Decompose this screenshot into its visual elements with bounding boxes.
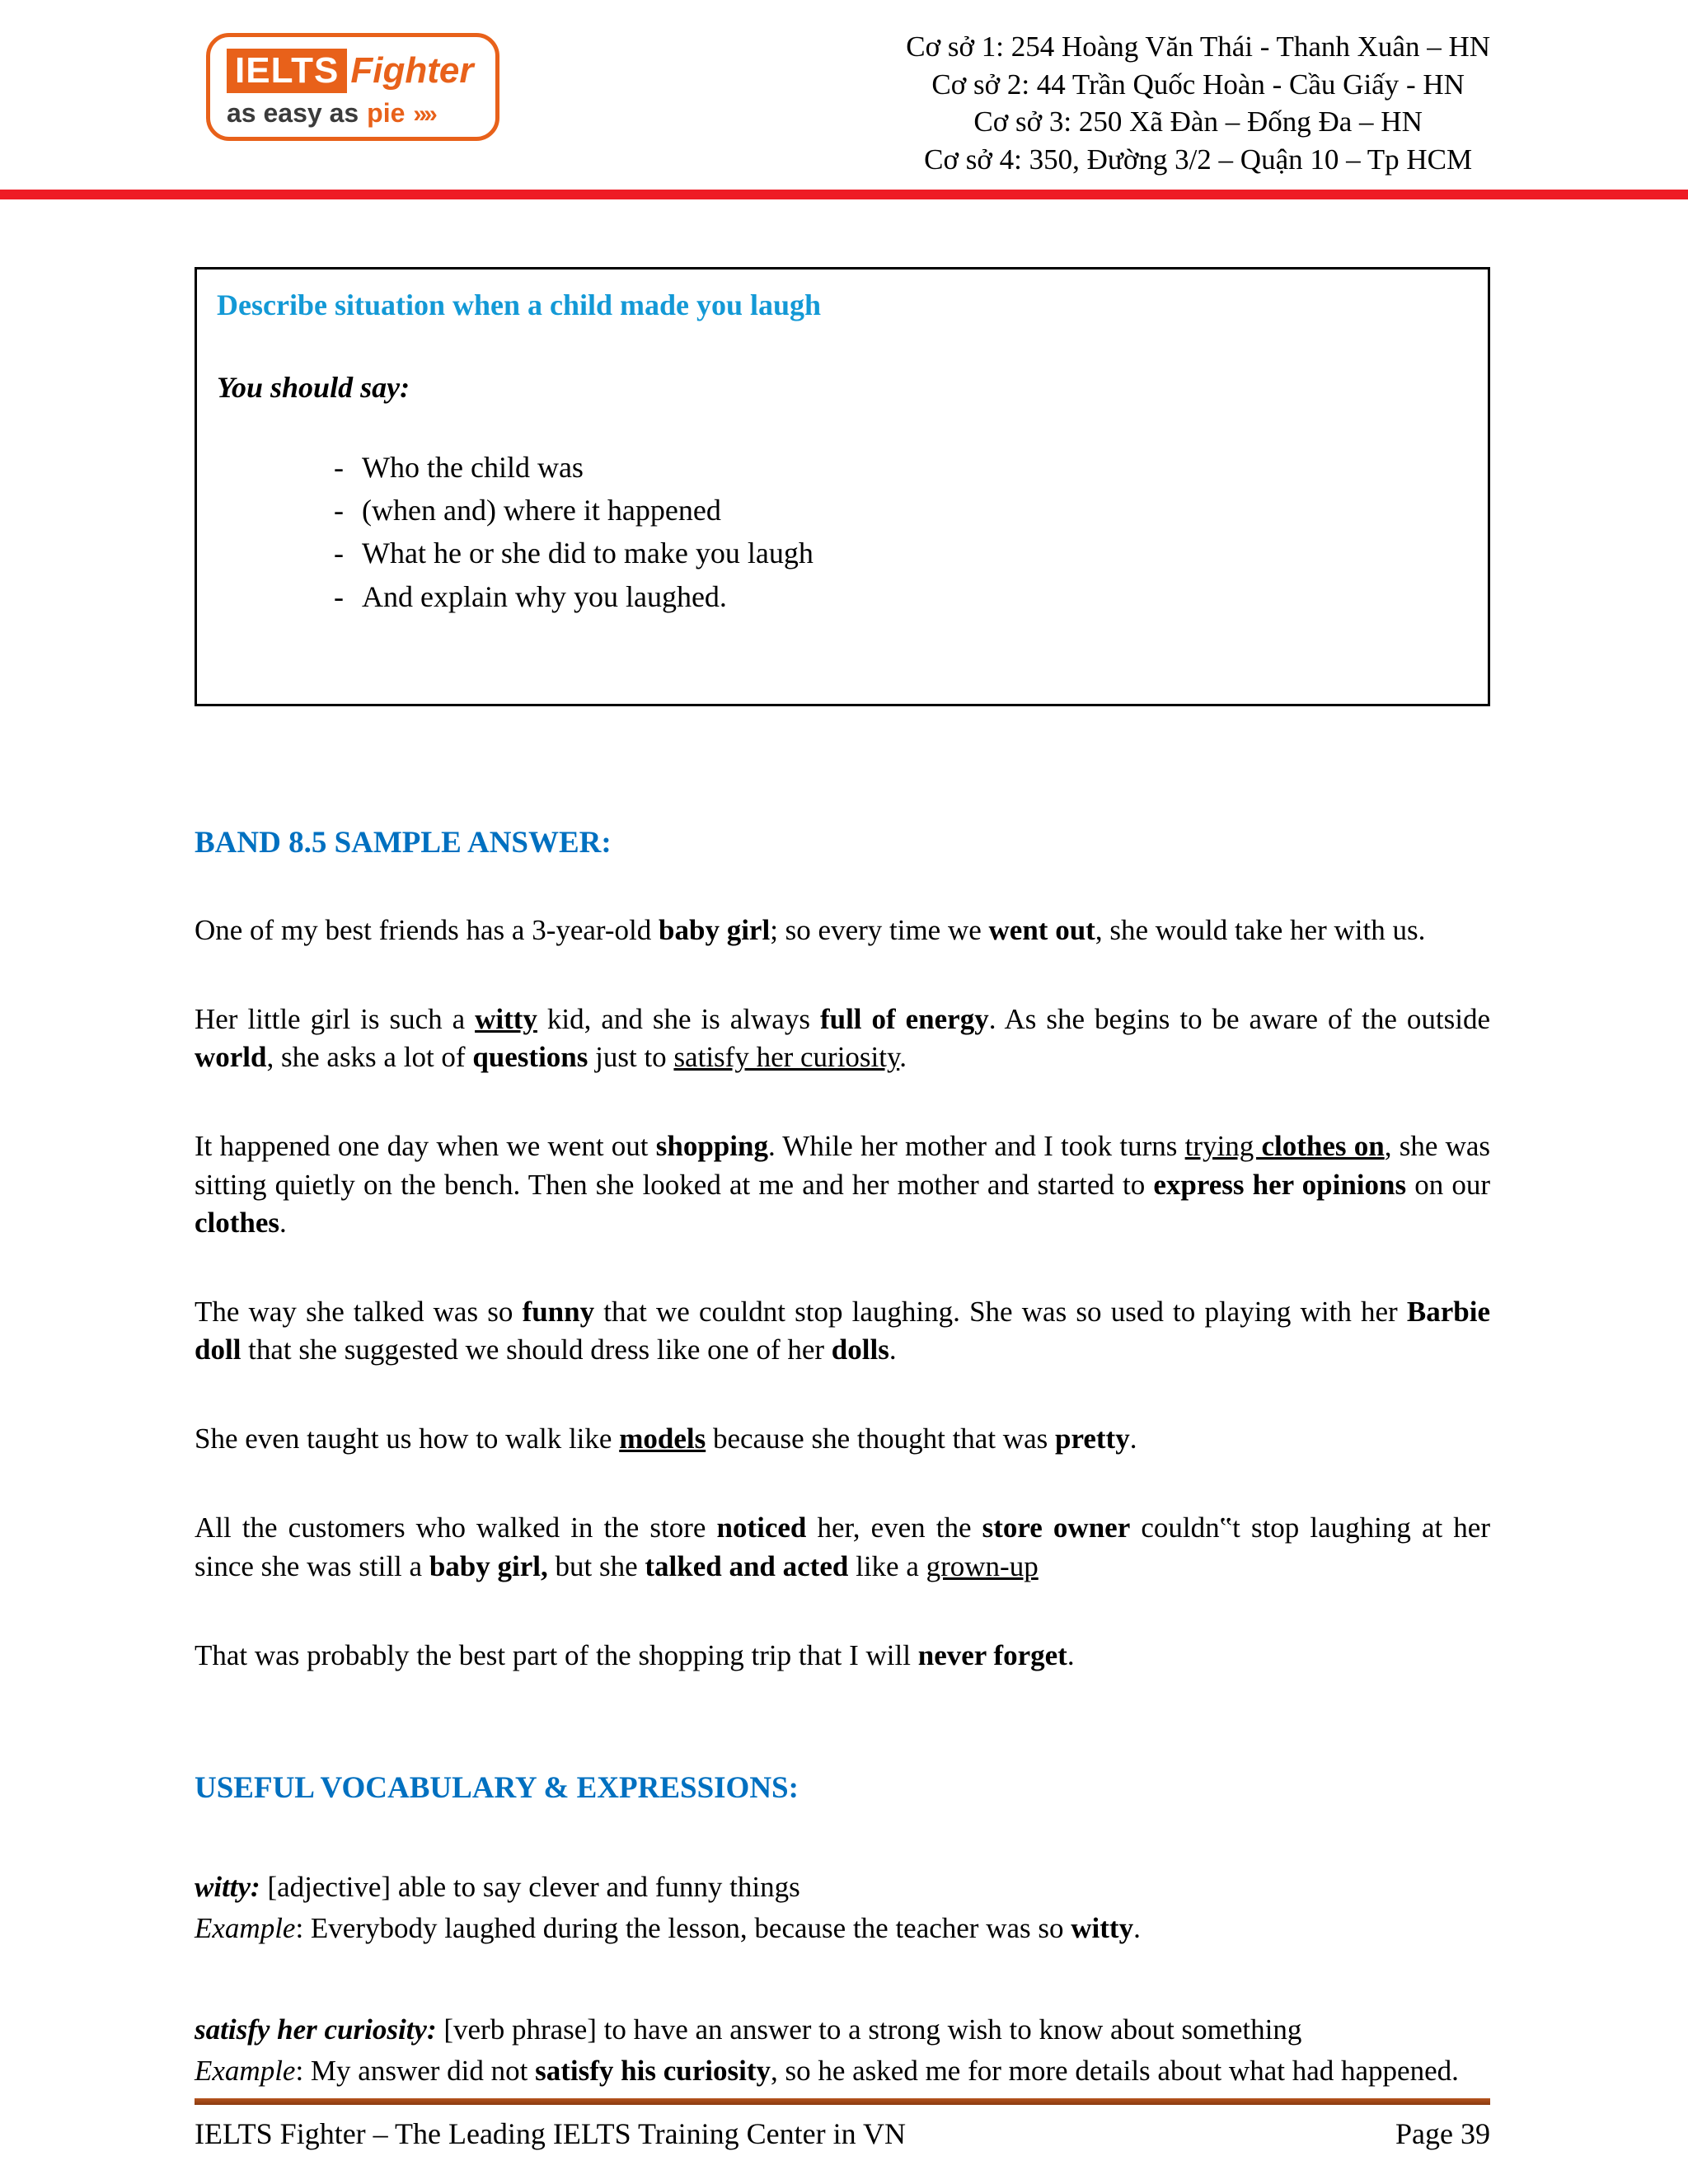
sample-paragraph: It happened one day when we went out shopping. While her mother and I took turns trying clothes on, she was sitting quietly on the bench. Then she looked at me and her mother and started to express her opinions on our clothes. [195, 1130, 1491, 1239]
footer-center-name: IELTS Fighter – The Leading IELTS Training Center in VN [195, 2117, 906, 2150]
sample-paragraph: The way she talked was so funny that we couldnt stop laughing. She was so used to playing with her Barbie doll that she suggested we should dress like one of her dolls. [195, 1295, 1490, 1366]
logo-fighter-text: Fighter [350, 50, 474, 91]
cue-point-text: (when and) where it happened [362, 494, 721, 527]
cue-point-text: Who the child was [362, 451, 584, 484]
logo-tagline-prefix: as easy as [227, 98, 359, 128]
dash-bullet: - [334, 537, 344, 570]
arrows-icon: »» [413, 101, 434, 128]
list-item [217, 532, 1463, 574]
dash-bullet: - [334, 451, 344, 484]
branch-address-4: Cơ sở 4: 350, Đường 3/2 – Quận 10 – Tp HCM [924, 143, 1473, 176]
header-divider-rule [0, 190, 1688, 199]
footer-page-number: Page 39 [1395, 2117, 1490, 2150]
list-item [217, 489, 1463, 532]
cue-point-text: What he or she did to make you laugh [362, 537, 814, 570]
footer-text-row [195, 2116, 1490, 2151]
branch-address-2: Cơ sở 2: 44 Trần Quốc Hoàn - Cầu Giấy - HN [931, 68, 1465, 101]
vocab-definition: satisfy her curiosity: [verb phrase] to have an answer to a strong wish to know about something [195, 2013, 1302, 2046]
footer-divider-rule [195, 2098, 1490, 2105]
vocab-entry [195, 1867, 1490, 1948]
branch-address-1: Cơ sở 1: 254 Hoàng Văn Thái - Thanh Xuân – HN [906, 30, 1490, 63]
sample-paragraph: One of my best friends has a 3-year-old baby girl; so every time we went out, she would take her with us. [195, 913, 1426, 946]
sample-paragraph: She even taught us how to walk like models because she thought that was pretty. [195, 1422, 1137, 1455]
list-item [217, 575, 1463, 618]
logo-tagline [227, 98, 474, 129]
page-header [0, 0, 1688, 190]
vocabulary-heading: USEFUL VOCABULARY & EXPRESSIONS: [195, 1771, 799, 1805]
branch-addresses [906, 25, 1490, 178]
vocab-definition: witty: [adjective] able to say clever and funny things [195, 1871, 800, 1903]
vocab-example: Example: Everybody laughed during the lesson, because the teacher was so witty. [195, 1911, 1141, 1944]
cue-card-title: Describe situation when a child made you laugh [217, 288, 822, 321]
ielts-fighter-logo [206, 33, 499, 141]
cue-point-text: And explain why you laughed. [362, 579, 727, 613]
dash-bullet: - [334, 494, 344, 527]
sample-answer-heading: BAND 8.5 SAMPLE ANSWER: [195, 825, 612, 860]
cue-card-box [195, 267, 1490, 706]
vocab-example: Example: My answer did not satisfy his curiosity, so he asked me for more details about what had happened. [195, 2055, 1459, 2088]
logo-ielts-text: IELTS [227, 49, 347, 93]
page-footer [0, 2098, 1688, 2184]
page-content [0, 199, 1688, 2092]
dash-bullet: - [334, 579, 344, 613]
logo-tagline-accent: pie [367, 98, 406, 128]
logo-wordmark [227, 49, 474, 93]
sample-paragraph: Her little girl is such a witty kid, and she is always full of energy. As she begins to be aware of the outside world, she asks a lot of questions just to satisfy her curiosity. [195, 1002, 1491, 1074]
vocab-entry [195, 2009, 1490, 2091]
branch-address-3: Cơ sở 3: 250 Xã Đàn – Đống Đa – HN [973, 105, 1423, 138]
list-item [217, 446, 1463, 489]
cue-card-points [217, 446, 1463, 618]
sample-paragraph: All the customers who walked in the store noticed her, even the store owner couldn‟t stop laughing at her since she was still a baby girl, but she talked and acted like a grown-up [195, 1511, 1490, 1582]
sample-paragraph: That was probably the best part of the shopping trip that I will never forget. [195, 1638, 1075, 1671]
cue-card-should-say: You should say: [217, 371, 410, 404]
